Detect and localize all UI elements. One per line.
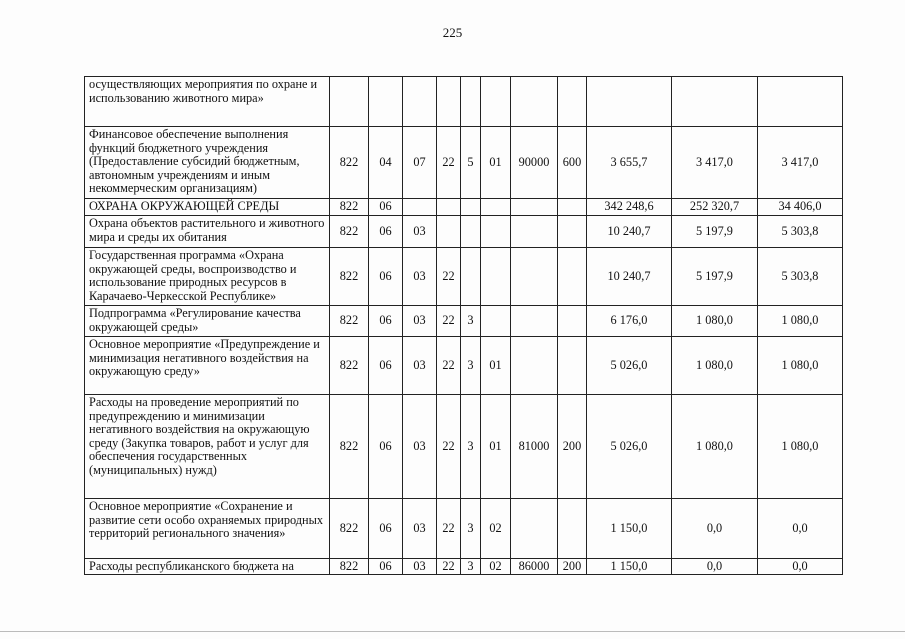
table-row bbox=[85, 559, 843, 575]
cell-section: 06 bbox=[369, 306, 403, 337]
cell-program bbox=[437, 199, 461, 216]
cell-event bbox=[481, 199, 511, 216]
table-row bbox=[85, 395, 843, 499]
cell-ministry: 822 bbox=[330, 395, 369, 499]
cell-direction bbox=[511, 77, 558, 127]
cell-amount-year-3: 1 080,0 bbox=[758, 337, 843, 395]
cell-program: 22 bbox=[437, 337, 461, 395]
table-row bbox=[85, 248, 843, 306]
cell-section bbox=[369, 77, 403, 127]
cell-amount-year-1: 1 150,0 bbox=[587, 559, 672, 575]
cell-subprogram bbox=[461, 216, 481, 248]
cell-amount-year-3: 0,0 bbox=[758, 559, 843, 575]
cell-amount-year-1: 10 240,7 bbox=[587, 216, 672, 248]
cell-amount-year-3: 34 406,0 bbox=[758, 199, 843, 216]
cell-amount-year-2: 1 080,0 bbox=[672, 395, 758, 499]
cell-subprogram: 3 bbox=[461, 499, 481, 559]
table-row bbox=[85, 337, 843, 395]
cell-event: 01 bbox=[481, 395, 511, 499]
cell-subprogram: 3 bbox=[461, 559, 481, 575]
cell-program: 22 bbox=[437, 306, 461, 337]
cell-amount-year-2: 5 197,9 bbox=[672, 248, 758, 306]
row-name: Основное мероприятие «Предупреждение и минимизация негативного воздействия на окружающую среду» bbox=[85, 337, 330, 395]
row-name: Расходы республиканского бюджета на bbox=[85, 559, 330, 575]
cell-direction bbox=[511, 499, 558, 559]
cell-amount-year-2: 1 080,0 bbox=[672, 337, 758, 395]
cell-program bbox=[437, 77, 461, 127]
cell-section: 06 bbox=[369, 337, 403, 395]
cell-amount-year-1: 5 026,0 bbox=[587, 395, 672, 499]
cell-subsection: 03 bbox=[403, 337, 437, 395]
cell-direction bbox=[511, 306, 558, 337]
cell-subprogram: 5 bbox=[461, 127, 481, 199]
cell-subprogram: 3 bbox=[461, 306, 481, 337]
cell-expense-type bbox=[558, 306, 587, 337]
cell-amount-year-3: 1 080,0 bbox=[758, 395, 843, 499]
cell-direction bbox=[511, 337, 558, 395]
cell-subsection: 03 bbox=[403, 559, 437, 575]
cell-amount-year-3: 0,0 bbox=[758, 499, 843, 559]
cell-section: 06 bbox=[369, 559, 403, 575]
row-name: осуществляющих мероприятия по охране и использованию животного мира» bbox=[85, 77, 330, 127]
budget-table bbox=[84, 76, 843, 575]
table-row bbox=[85, 199, 843, 216]
cell-ministry: 822 bbox=[330, 216, 369, 248]
cell-direction bbox=[511, 248, 558, 306]
cell-direction bbox=[511, 199, 558, 216]
cell-expense-type: 600 bbox=[558, 127, 587, 199]
cell-amount-year-1: 10 240,7 bbox=[587, 248, 672, 306]
cell-amount-year-2: 1 080,0 bbox=[672, 306, 758, 337]
cell-amount-year-3: 1 080,0 bbox=[758, 306, 843, 337]
cell-direction bbox=[511, 216, 558, 248]
cell-subprogram: 3 bbox=[461, 395, 481, 499]
cell-section: 06 bbox=[369, 199, 403, 216]
row-name: Охрана объектов растительного и животного мира и среды их обитания bbox=[85, 216, 330, 248]
cell-event: 01 bbox=[481, 127, 511, 199]
cell-amount-year-1 bbox=[587, 77, 672, 127]
cell-event bbox=[481, 248, 511, 306]
cell-section: 06 bbox=[369, 216, 403, 248]
cell-amount-year-2: 3 417,0 bbox=[672, 127, 758, 199]
cell-ministry: 822 bbox=[330, 306, 369, 337]
cell-subsection bbox=[403, 77, 437, 127]
cell-amount-year-2: 5 197,9 bbox=[672, 216, 758, 248]
cell-subprogram bbox=[461, 77, 481, 127]
cell-direction: 86000 bbox=[511, 559, 558, 575]
cell-expense-type bbox=[558, 77, 587, 127]
cell-ministry: 822 bbox=[330, 127, 369, 199]
cell-event bbox=[481, 306, 511, 337]
cell-program bbox=[437, 216, 461, 248]
cell-program: 22 bbox=[437, 499, 461, 559]
cell-amount-year-1: 5 026,0 bbox=[587, 337, 672, 395]
cell-amount-year-3: 5 303,8 bbox=[758, 248, 843, 306]
table-row bbox=[85, 499, 843, 559]
table-row bbox=[85, 127, 843, 199]
cell-direction: 81000 bbox=[511, 395, 558, 499]
cell-amount-year-3: 3 417,0 bbox=[758, 127, 843, 199]
cell-ministry: 822 bbox=[330, 499, 369, 559]
table-row bbox=[85, 216, 843, 248]
cell-ministry: 822 bbox=[330, 199, 369, 216]
cell-amount-year-2: 0,0 bbox=[672, 499, 758, 559]
table-row bbox=[85, 77, 843, 127]
cell-amount-year-2: 252 320,7 bbox=[672, 199, 758, 216]
cell-event: 02 bbox=[481, 499, 511, 559]
cell-amount-year-1: 6 176,0 bbox=[587, 306, 672, 337]
cell-amount-year-1: 3 655,7 bbox=[587, 127, 672, 199]
cell-expense-type: 200 bbox=[558, 395, 587, 499]
cell-direction: 90000 bbox=[511, 127, 558, 199]
row-name: Государственная программа «Охрана окружающей среды, воспроизводство и использование природных ресурсов в Карачаево-Черкесской Республике» bbox=[85, 248, 330, 306]
cell-amount-year-1: 342 248,6 bbox=[587, 199, 672, 216]
cell-subsection: 07 bbox=[403, 127, 437, 199]
cell-subsection: 03 bbox=[403, 306, 437, 337]
cell-subprogram bbox=[461, 199, 481, 216]
cell-subsection: 03 bbox=[403, 248, 437, 306]
row-name: Финансовое обеспечение выполнения функций бюджетного учреждения (Предоставление субсидий бюджетным, автономным учреждениям и иным некоммерческим организациям) bbox=[85, 127, 330, 199]
cell-expense-type bbox=[558, 216, 587, 248]
row-name: Подпрограмма «Регулирование качества окружающей среды» bbox=[85, 306, 330, 337]
cell-event: 02 bbox=[481, 559, 511, 575]
cell-subprogram: 3 bbox=[461, 337, 481, 395]
cell-subsection: 03 bbox=[403, 216, 437, 248]
cell-subprogram bbox=[461, 248, 481, 306]
row-name: Основное мероприятие «Сохранение и развитие сети особо охраняемых природных территорий регионального значения» bbox=[85, 499, 330, 559]
cell-program: 22 bbox=[437, 559, 461, 575]
cell-section: 06 bbox=[369, 499, 403, 559]
cell-subsection: 03 bbox=[403, 499, 437, 559]
cell-section: 04 bbox=[369, 127, 403, 199]
row-name: ОХРАНА ОКРУЖАЮЩЕЙ СРЕДЫ bbox=[85, 199, 330, 216]
cell-amount-year-2 bbox=[672, 77, 758, 127]
cell-event: 01 bbox=[481, 337, 511, 395]
cell-program: 22 bbox=[437, 395, 461, 499]
cell-subsection: 03 bbox=[403, 395, 437, 499]
cell-ministry: 822 bbox=[330, 559, 369, 575]
cell-expense-type bbox=[558, 337, 587, 395]
cell-amount-year-1: 1 150,0 bbox=[587, 499, 672, 559]
cell-event bbox=[481, 77, 511, 127]
cell-expense-type: 200 bbox=[558, 559, 587, 575]
cell-subsection bbox=[403, 199, 437, 216]
page-number: 225 bbox=[442, 25, 463, 40]
cell-amount-year-3 bbox=[758, 77, 843, 127]
cell-section: 06 bbox=[369, 395, 403, 499]
cell-amount-year-2: 0,0 bbox=[672, 559, 758, 575]
cell-expense-type bbox=[558, 199, 587, 216]
cell-expense-type bbox=[558, 499, 587, 559]
cell-ministry bbox=[330, 77, 369, 127]
cell-ministry: 822 bbox=[330, 337, 369, 395]
cell-program: 22 bbox=[437, 248, 461, 306]
cell-section: 06 bbox=[369, 248, 403, 306]
cell-ministry: 822 bbox=[330, 248, 369, 306]
cell-expense-type bbox=[558, 248, 587, 306]
page-bottom-edge bbox=[0, 631, 905, 632]
cell-program: 22 bbox=[437, 127, 461, 199]
row-name: Расходы на проведение мероприятий по предупреждению и минимизации негативного воздействия на окружающую среду (Закупка товаров, работ и услуг для обеспечения государственных (муниципальных) нужд) bbox=[85, 395, 330, 499]
cell-amount-year-3: 5 303,8 bbox=[758, 216, 843, 248]
cell-event bbox=[481, 216, 511, 248]
table-row bbox=[85, 306, 843, 337]
